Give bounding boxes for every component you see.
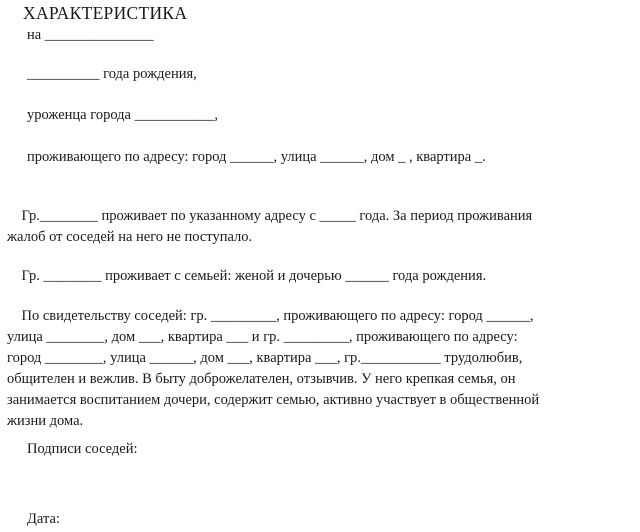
paragraph-testimony-line-3: город ________, улица ______, дом ___, квартира ___, гр.___________ трудолюбив, — [7, 350, 523, 366]
birth-year-line: __________ года рождения, — [27, 66, 197, 82]
paragraph-testimony-line-5: занимается воспитанием дочери, содержит семью, активно участвует в общественной — [7, 392, 540, 408]
paragraph-testimony-line-2: улица ________, дом ___, квартира ___ и гр. _________, проживающего по адресу: — [7, 329, 518, 345]
paragraph-residence-line-1: Гр.________ проживает по указанному адресу с _____ года. За период проживания — [7, 208, 533, 224]
signatures-label: Подписи соседей: — [27, 441, 138, 457]
paragraph-residence-line-2: жалоб от соседей на него не поступало. — [7, 229, 253, 245]
birthplace-line: уроженца города ___________, — [27, 107, 218, 123]
address-line: проживающего по адресу: город ______, улица ______, дом _ , квартира _. — [27, 149, 486, 165]
document-title: ХАРАКТЕРИСТИКА — [23, 3, 188, 23]
paragraph-testimony-line-6: жизни дома. — [7, 413, 84, 429]
paragraph-testimony-line-4: общителен и вежлив. В быту доброжелателен, отзывчив. У него крепкая семья, он — [7, 371, 516, 387]
paragraph-family-line-1: Гр. ________ проживает с семьей: женой и дочерью ______ года рождения. — [7, 268, 487, 284]
recipient-line: на _______________ — [27, 27, 154, 43]
paragraph-testimony-line-1: По свидетельству соседей: гр. _________, проживающего по адресу: город ______, — [7, 308, 534, 324]
date-label: Дата: — [27, 511, 60, 527]
